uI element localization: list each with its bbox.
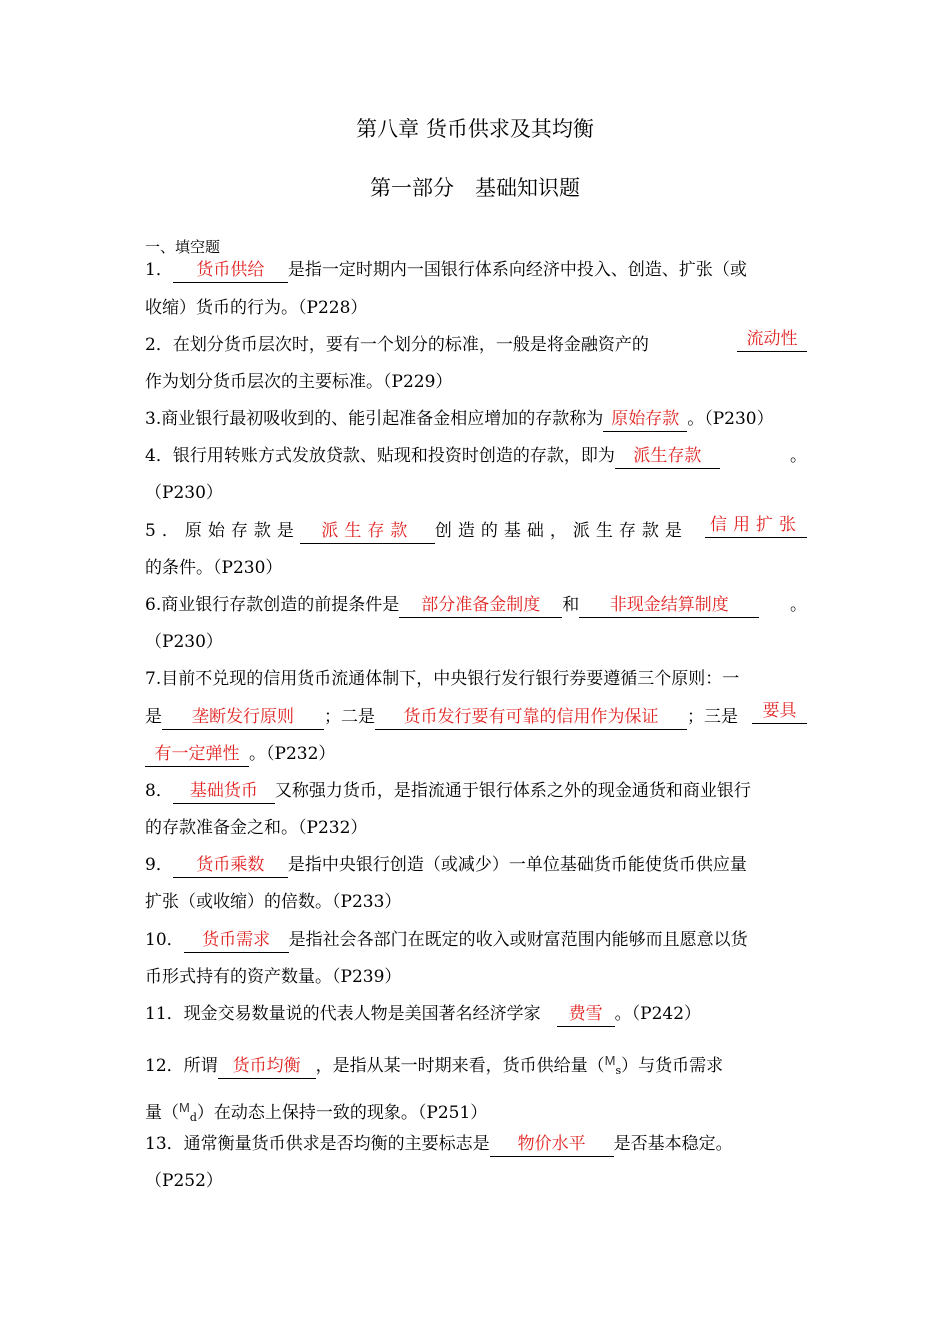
q4-blank: 派生存款 — [615, 444, 720, 469]
q10-line1: 10． 货币需求 是指社会各部门在既定的收入或财富范围内能够而且愿意以货 — [145, 922, 807, 959]
q5-blank-1: 派生存款 — [300, 519, 435, 544]
q6-line2: （P230） — [145, 632, 223, 652]
q6-blank-2: 非现金结算制度 — [579, 593, 759, 618]
q7-line2: 是 垄断发行原则 ；二是 货币发行要有可靠的信用作为保证 ；三是 要具 — [145, 699, 807, 736]
q13-line2: （P252） — [145, 1171, 223, 1191]
q11-blank: 费雪 — [557, 1002, 615, 1027]
section-heading: 一、填空题 — [145, 238, 221, 256]
q7-blank-3b: 有一定弹性 — [145, 742, 249, 767]
q8-line2: 的存款准备金之和。（P232） — [145, 818, 368, 838]
q12-line2: 量（$^M_d$）在动态上保持一致的现象。（P251） — [145, 1100, 488, 1124]
q4-line1: 4．银行用转账方式发放贷款、贴现和投资时创造的存款，即为 派生存款 。 — [145, 438, 807, 475]
q1-line2: 收缩）货币的行为。（P228） — [145, 298, 368, 318]
q7-line3: 有一定弹性 。（P232） — [145, 736, 807, 773]
q13-line1: 13．通常衡量货币供求是否均衡的主要标志是 物价水平 是否基本稳定。 — [145, 1126, 807, 1163]
q2-line2: 作为划分货币层次的主要标准。（P229） — [145, 372, 453, 392]
q7-blank-1: 垄断发行原则 — [162, 705, 324, 730]
q9-blank: 货币乘数 — [173, 853, 288, 878]
q3-blank: 原始存款 — [603, 407, 687, 432]
q11-line: 11．现金交易数量说的代表人物是美国著名经济学家 费雪 。（P242） — [145, 996, 807, 1033]
q8-line1: 8． 基础货币 又称强力货币，是指流通于银行体系之外的现金通货和商业银行 — [145, 773, 807, 810]
q6-blank-1: 部分准备金制度 — [399, 593, 562, 618]
q7-line1: 7.目前不兑现的信用货币流通体制下，中央银行发行银行券要遵循三个原则：一 — [145, 669, 740, 689]
q10-line2: 币形式持有的资产数量。（P239） — [145, 967, 402, 987]
q10-blank: 货币需求 — [184, 928, 289, 953]
q9-line2: 扩张（或收缩）的倍数。（P233） — [145, 892, 402, 912]
chapter-title: 第八章 货币供求及其均衡 — [356, 117, 594, 141]
q5-line1: 5．原始存款是 派生存款 创造的基础，派生存款是 信用扩张 — [145, 513, 807, 550]
q5-line2: 的条件。（P230） — [145, 558, 283, 578]
q1-line1: 1． 货币供给 是指一定时期内一国银行体系向经济中投入、创造、扩张（或 — [145, 252, 807, 289]
q2-blank: 流动性 — [737, 327, 807, 352]
q12-blank: 货币均衡 — [218, 1054, 316, 1079]
q5-blank-2: 信用扩张 — [705, 513, 807, 538]
q7-blank-2: 货币发行要有可靠的信用作为保证 — [375, 705, 687, 730]
q1-blank: 货币供给 — [173, 258, 288, 283]
q7-blank-3a: 要具 — [752, 699, 807, 724]
q9-line1: 9． 货币乘数 是指中央银行创造（或减少）一单位基础货币能使货币供应量 — [145, 847, 807, 884]
part-title: 第一部分 基础知识题 — [370, 176, 580, 200]
q3-line: 3.商业银行最初吸收到的、能引起准备金相应增加的存款称为 原始存款 。（P230） — [145, 401, 807, 438]
q12-line1: 12．所谓 货币均衡 ，是指从某一时期来看，货币供给量（$^M_s$）与货币需求 — [145, 1053, 724, 1077]
q8-blank: 基础货币 — [173, 779, 275, 804]
q2-line1: 2．在划分货币层次时，要有一个划分的标准，一般是将金融资产的 流动性 — [145, 327, 807, 364]
q13-blank: 物价水平 — [490, 1132, 614, 1157]
q4-line2: （P230） — [145, 483, 223, 503]
q6-line1: 6.商业银行存款创造的前提条件是 部分准备金制度 和 非现金结算制度 。 — [145, 587, 807, 624]
